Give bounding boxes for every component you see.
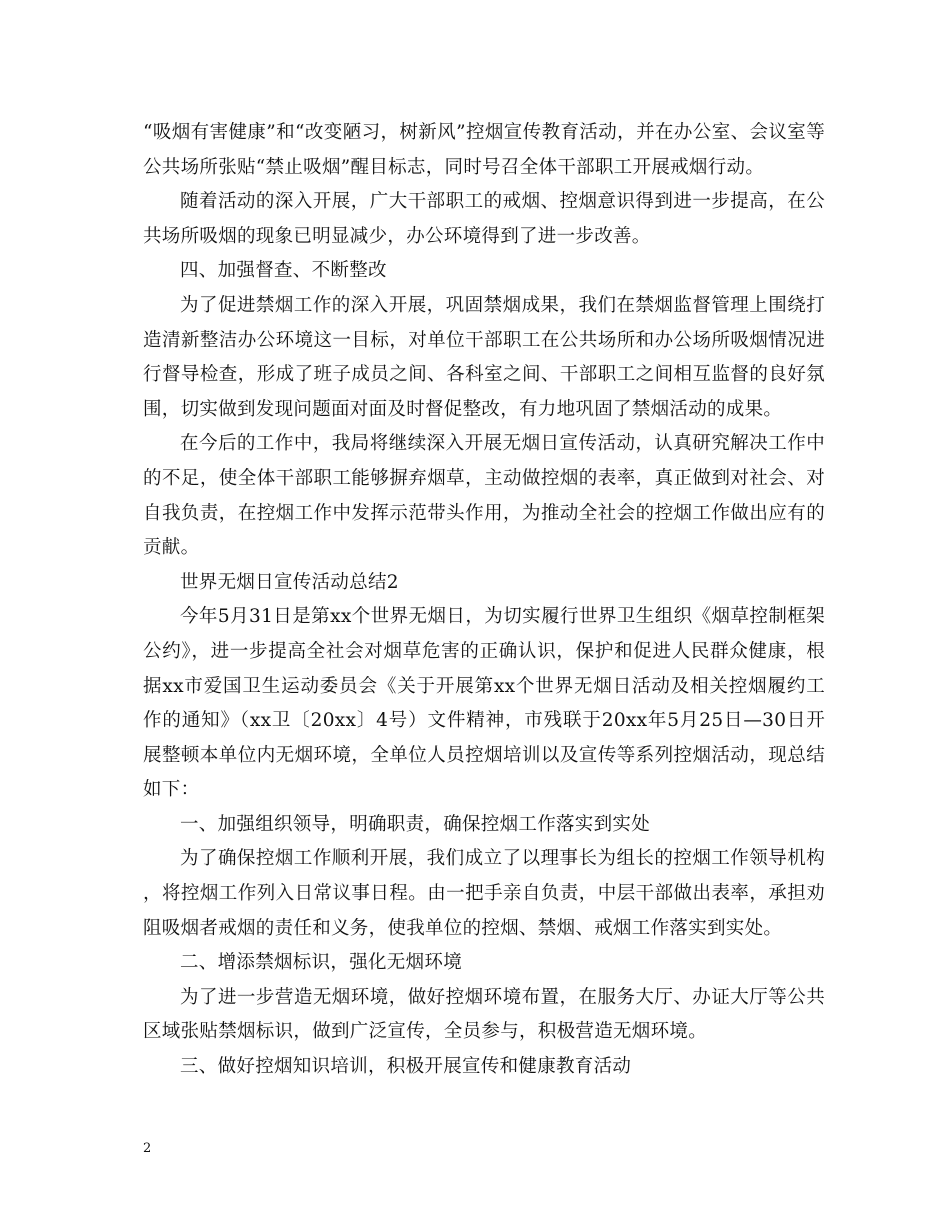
- article-title-2: 世界无烟日宣传活动总结2: [180, 571, 399, 593]
- paragraph-1: “吸烟有害健康”和“改变陋习，树新风”控烟宣传教育活动，并在办公室、会议室等公共场所张贴“禁止吸烟”醒目标志，同时号召全体干部职工开展戒烟行动。: [143, 122, 825, 178]
- section-heading-4: 四、加强督查、不断整改: [180, 260, 387, 282]
- paragraph-9: 为了确保控烟工作顺利开展，我们成立了以理事长为组长的控烟工作领导机构，将控烟工作列入日常议事日程。由一把手亲自负责，中层干部做出表率，承担劝阻吸烟者戒烟的责任和义务，使我单位的控烟、禁烟、戒烟工作落实到实处。: [143, 848, 825, 939]
- page-number: 2: [143, 1141, 152, 1156]
- paragraph-4: 为了促进禁烟工作的深入开展，巩固禁烟成果，我们在禁烟监督管理上围绕打造清新整洁办公环境这一目标，对单位干部职工在公共场所和办公场所吸烟情况进行督导检查，形成了班子成员之间、各科室之间、干部职工之间相互监督的良好氛围，切实做到发现问题面对面及时督促整改，有力地巩固了禁烟活动的成果。: [143, 294, 825, 420]
- section-heading-1: 一、加强组织领导，明确职责，确保控烟工作落实到实处: [180, 813, 651, 835]
- paragraph-2: 随着活动的深入开展，广大干部职工的戒烟、控烟意识得到进一步提高，在公共场所吸烟的现象已明显减少，办公环境得到了进一步改善。: [143, 191, 825, 247]
- section-heading-2: 二、增添禁烟标识，强化无烟环境: [180, 952, 463, 974]
- document-body: [143, 116, 825, 1085]
- paragraph-5: 在今后的工作中，我局将继续深入开展无烟日宣传活动，认真研究解决工作中的不足，使全体干部职工能够摒弃烟草，主动做控烟的表率，真正做到对社会、对自我负责，在控烟工作中发挥示范带头作用，为推动全社会的控烟工作做出应有的贡献。: [143, 433, 825, 559]
- section-heading-3: 三、做好控烟知识培训，积极开展宣传和健康教育活动: [180, 1056, 632, 1078]
- paragraph-11: 为了进一步营造无烟环境，做好控烟环境布置，在服务大厅、办证大厅等公共区域张贴禁烟标识，做到广泛宣传，全员参与，积极营造无烟环境。: [143, 986, 825, 1043]
- paragraph-7: 今年5月31日是第xx个世界无烟日，为切实履行世界卫生组织《烟草控制框架公约》，进一步提高全社会对烟草危害的正确认识，保护和促进人民群众健康，根据xx市爱国卫生运动委员会《关于开展第xx个世界无烟日活动及相关控烟履约工作的通知》（xx卫〔20xx〕4号）文件精神，市残联于20xx年5月25日—30日开展整顿本单位内无烟环境，全单位人员控烟培训以及宣传等系列控烟活动，现总结如下：: [143, 606, 825, 801]
